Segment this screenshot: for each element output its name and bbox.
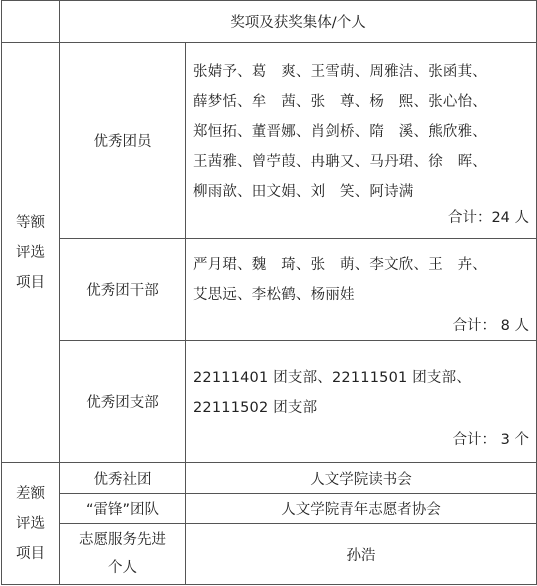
names-cell <box>186 239 537 341</box>
category-cell: 优秀团员 <box>60 43 186 239</box>
total-count: 合计：24 人 <box>447 210 530 226</box>
quota-section-label <box>2 43 60 463</box>
names-list: 严月珺、魏 琦、张 萌、李文欣、王 卉、 艾思远、李松鹤、杨丽娃 <box>193 257 487 303</box>
names-cell <box>186 341 537 463</box>
quota-row-cadres <box>2 239 537 341</box>
awards-table <box>1 0 537 585</box>
header-title: 奖项及获奖集体/个人 <box>60 1 537 43</box>
winner-cell: 孙浩 <box>186 524 537 585</box>
quota-row-members <box>2 43 537 239</box>
diff-row-club <box>2 463 537 494</box>
diff-row-volunteer <box>2 524 537 585</box>
winner-cell: 人文学院读书会 <box>186 463 537 494</box>
diff-row-leifeng <box>2 494 537 524</box>
category-cell: “雷锋”团队 <box>60 494 186 524</box>
category-cell: 优秀团支部 <box>60 341 186 463</box>
category-text: 志愿服务先进 个人 <box>79 532 166 576</box>
names-cell <box>186 43 537 239</box>
diff-section-label <box>2 463 60 585</box>
quota-row-branches <box>2 341 537 463</box>
names-list: 张婧予、葛 爽、王雪萌、周雅洁、张函萁、 薛梦恬、牟 茜、张 尊、杨 熙、张心怡、 郑恒拓、董晋娜、肖剑桥、隋 溪、熊欣雅、 王茜雅、曾苧葭、冉聃又、马丹珺、徐 晖、 柳雨歆、田文娟、刘 笑、阿诗满 <box>193 64 487 200</box>
diff-label-text: 差额 评选 项目 <box>16 485 45 562</box>
names-list: 22111401 团支部、22111501 团支部、 22111502 团支部 <box>193 370 472 416</box>
header-row <box>2 1 537 43</box>
category-cell <box>60 524 186 585</box>
quota-label-text: 等额 评选 项目 <box>16 214 45 291</box>
header-blank-cell <box>2 1 60 43</box>
category-cell: 优秀团干部 <box>60 239 186 341</box>
winner-cell: 人文学院青年志愿者协会 <box>186 494 537 524</box>
category-cell: 优秀社团 <box>60 463 186 494</box>
total-count: 合计： 8 人 <box>452 318 530 334</box>
total-count: 合计： 3 个 <box>452 432 530 448</box>
